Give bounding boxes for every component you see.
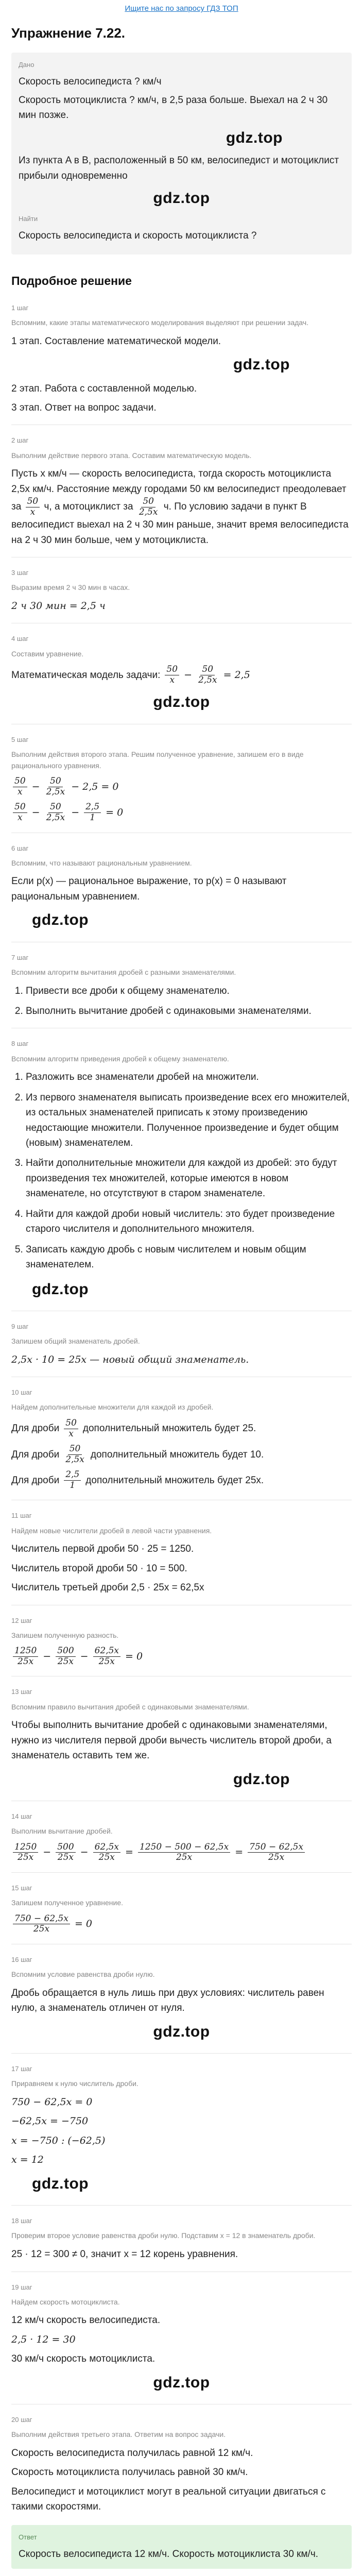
step-hint: Выполним действие первого этапа. Составим математическую модель. xyxy=(11,451,252,460)
watermark: gdz.top xyxy=(153,2374,210,2391)
step-label: 4 шаг xyxy=(11,635,29,643)
answer-chip: Ответ xyxy=(19,2533,37,2541)
step-2 xyxy=(11,435,352,557)
step-formula: x = 12 xyxy=(11,2154,44,2166)
list-item: 1. Разложить все знаменатели дробей на множители. xyxy=(26,1070,352,1084)
step-label: 8 шаг xyxy=(11,1040,29,1048)
equation: $\frac{1250}{25x}$ − $\frac{500}{25x}$ − $\frac{62,5x}{25x}$ = $\frac{1250 - 500 - 62,5x}{25x}$ = $\frac{750 - 62,5x}{25x}$ xyxy=(11,1842,352,1863)
divider xyxy=(11,2053,352,2054)
algorithm-list xyxy=(11,984,352,1019)
step-14 xyxy=(11,1811,352,1873)
divider xyxy=(11,1872,352,1873)
step-paragraph: Пусть x км/ч — скорость велосипедиста, тогда скорость мотоциклиста 2,5x км/ч. Расстояние между городами 50 км велосипедист преодолевает за $\frac{50}{x}$ ч, а мотоциклист за $\frac{50}{2,5x}$ ч. По условию задачи в пункт B велосипедист выехал на 2 ч 30 мин раньше, значит время велосипедиста на 2 ч 30 мин больше, чем у мотоциклиста. xyxy=(11,468,349,546)
step-label: 6 шаг xyxy=(11,844,29,852)
equation: $\frac{50}{x}$ − $\frac{50}{2,5x}$ − 2,5 = 0 xyxy=(11,776,352,797)
list-item: 2. Выполнить вычитание дробей с одинаковыми знаменателями. xyxy=(26,1004,352,1019)
watermark: gdz.top xyxy=(226,129,283,146)
step-paragraph: Чтобы выполнить вычитание дробей с одинаковыми знаменателями, нужно из числителя первой дроби вычесть числитель второй дроби, а знаменатель оставить тем же. xyxy=(11,1720,332,1761)
step-15 xyxy=(11,1883,352,1944)
watermark: gdz.top xyxy=(233,1770,290,1788)
multiplier-line: Для дроби $\frac{2,5}{1}$ дополнительный множитель будет 25x. xyxy=(11,1469,264,1490)
fraction: $\frac{500}{25x}$ xyxy=(56,1646,75,1667)
answer-card xyxy=(11,2525,352,2569)
fraction: $\frac{50}{x}$ xyxy=(64,1418,78,1439)
step-line: Скорость велосипедиста получилась равной 12 км/ч. xyxy=(11,2447,253,2459)
step-12 xyxy=(11,1616,352,1677)
step-paragraph: Если p(x) — рациональное выражение, то p(x) = 0 называют рациональным уравнением. xyxy=(11,876,287,902)
divider xyxy=(11,2205,352,2206)
fraction: $\frac{50}{x}$ xyxy=(26,497,40,517)
fraction: $\frac{62,5x}{25x}$ xyxy=(93,1842,120,1863)
step-label: 13 шаг xyxy=(11,1688,32,1696)
step-hint: Выполним вычитание дробей. xyxy=(11,1827,113,1836)
step-formula: 750 − 62,5x = 0 xyxy=(11,2096,93,2108)
search-promo-link[interactable]: Ищите нас по запросу ГДЗ ТОП xyxy=(125,4,238,13)
fraction: $\frac{50}{2,5x}$ xyxy=(46,776,65,797)
fraction: $\frac{1250}{25x}$ xyxy=(13,1646,38,1667)
algorithm-list xyxy=(11,1070,352,1272)
step-hint: Составим уравнение. xyxy=(11,649,84,658)
step-label: 14 шаг xyxy=(11,1812,32,1821)
step-3 xyxy=(11,568,352,623)
step-16 xyxy=(11,1955,352,2054)
step-label: 19 шаг xyxy=(11,2283,32,2291)
given-line-1: Скорость велосипедиста ? км/ч xyxy=(19,76,162,88)
fraction: $\frac{1250 - 500 - 62,5x}{25x}$ xyxy=(138,1842,230,1863)
list-item: 1. Привести все дроби к общему знаменателю. xyxy=(26,984,352,998)
fraction: $\frac{50}{x}$ xyxy=(13,776,27,797)
step-hint: Вспомним условие равенства дроби нулю. xyxy=(11,1970,155,1979)
step-line: Велосипедист и мотоциклист могут в реальной ситуации двигаться с такими скоростями. xyxy=(11,2486,326,2513)
fraction: $\frac{50}{2,5x}$ xyxy=(198,664,217,685)
watermark: gdz.top xyxy=(32,2175,89,2192)
step-6 xyxy=(11,843,352,942)
solution-heading: Подробное решение xyxy=(11,274,132,288)
step-hint: Найдем новые числители дробей в левой части уравнения. xyxy=(11,1526,212,1535)
step-hint: Запишем полученное уравнение. xyxy=(11,1899,124,1907)
watermark: gdz.top xyxy=(32,911,89,929)
exercise-title: Упражнение 7.22. xyxy=(11,25,126,41)
step-formula: 2,5 · 12 = 30 xyxy=(11,2333,76,2345)
watermark: gdz.top xyxy=(32,1280,89,1298)
step-9 xyxy=(11,1321,352,1377)
step-label: 17 шаг xyxy=(11,2065,32,2073)
equation: $\frac{750 - 62,5x}{25x}$ = 0 xyxy=(11,1914,352,1935)
fraction: $\frac{62,5x}{25x}$ xyxy=(93,1646,120,1667)
list-item: 2. Из первого знаменателя выписать произведение всех его множителей, из остальных знаменателей приписать к этому произведению недостающие множители. Полученное произведение и будет общим (новым) знаменателем. xyxy=(26,1090,352,1151)
fraction: $\frac{750 - 62,5x}{25x}$ xyxy=(248,1842,305,1863)
step-hint: Выразим время 2 ч 30 мин в часах. xyxy=(11,583,130,592)
step-1 xyxy=(11,303,352,426)
fraction: $\frac{50}{2,5x}$ xyxy=(46,802,65,823)
step-7 xyxy=(11,953,352,1029)
step-hint: Найдем дополнительные множители для каждой из дробей. xyxy=(11,1403,214,1412)
answer-text: Скорость велосипедиста 12 км/ч. Скорость мотоциклиста 30 км/ч. xyxy=(19,2548,319,2560)
step-formula: x = −750 : (−62,5) xyxy=(11,2134,106,2146)
multiplier-line: Для дроби $\frac{50}{x}$ дополнительный множитель будет 25. xyxy=(11,1418,256,1439)
step-17 xyxy=(11,2064,352,2206)
page-content xyxy=(0,23,363,2576)
step-line: 12 км/ч скорость велосипедиста. xyxy=(11,2315,161,2326)
fraction: $\frac{750 - 62,5x}{25x}$ xyxy=(13,1914,70,1935)
find-line: Скорость велосипедиста и скорость мотоциклиста ? xyxy=(19,230,257,241)
step-line: 30 км/ч скорость мотоциклиста. xyxy=(11,2353,155,2365)
step-hint: Запишем общий знаменатель дробей. xyxy=(11,1337,140,1346)
list-item: 5. Записать каждую дробь с новым числителем и новым общим знаменателем. xyxy=(26,1242,352,1273)
step-label: 2 шаг xyxy=(11,436,29,445)
step-hint: Запишем полученную разность. xyxy=(11,1631,119,1639)
step-hint: Приравняем к нулю числитель дроби. xyxy=(11,2079,139,2088)
step-hint: Вспомним алгоритм вычитания дробей с разными знаменателями. xyxy=(11,968,236,976)
fraction: $\frac{2,5}{1}$ xyxy=(84,802,101,823)
given-line-3: Из пункта A в B, расположенный в 50 км, велосипедист и мотоциклист прибыли одновременно xyxy=(19,155,339,181)
watermark: gdz.top xyxy=(153,693,210,711)
step-hint: Выполним действия третьего этапа. Ответим на вопрос задачи. xyxy=(11,2430,226,2439)
step-line: Числитель второй дроби 50 · 10 = 500. xyxy=(11,1563,187,1574)
fraction: $\frac{50}{2,5x}$ xyxy=(139,496,158,517)
watermark: gdz.top xyxy=(153,190,210,207)
step-hint: Выполним действия второго этапа. Решим полученное уравнение, запишем его в виде рационального уравнения. xyxy=(11,750,304,770)
step-line: Числитель третьей дроби 2,5 · 25x = 62,5x xyxy=(11,1582,204,1594)
step-label: 5 шаг xyxy=(11,735,29,743)
fraction: $\frac{50}{x}$ xyxy=(13,802,27,823)
equation: $\frac{1250}{25x}$ − $\frac{500}{25x}$ − $\frac{62,5x}{25x}$ = 0 xyxy=(11,1646,352,1667)
fraction: $\frac{2,5}{1}$ xyxy=(64,1470,81,1490)
find-chip: Найти xyxy=(19,214,38,223)
step-hint: Вспомним, какие этапы математического моделирования выделяют при решении задач. xyxy=(11,318,309,327)
step-label: 11 шаг xyxy=(11,1512,32,1520)
given-chip: Дано xyxy=(19,61,34,69)
step-hint: Найдем скорость мотоциклиста. xyxy=(11,2297,120,2306)
step-paragraph: Дробь обращается в нуль лишь при двух условиях: числитель равен нулю, а знаменатель отличен от нуля. xyxy=(11,1987,324,2014)
step-11 xyxy=(11,1511,352,1605)
step-label: 7 шаг xyxy=(11,953,29,961)
list-item: 3. Найти дополнительные множители для каждой из дробей: это будут произведения тех множителей, которые имеются в новом знаменателе, но отсутствуют в старом знаменателе. xyxy=(26,1156,352,1201)
given-line-2: Скорость мотоциклиста ? км/ч, в 2,5 раза больше. Выехал на 2 ч 30 мин позже. xyxy=(19,94,328,121)
step-hint: Проверим второе условие равенства дроби нулю. Подставим x = 12 в знаменатель дроби. xyxy=(11,2231,316,2240)
fraction: $\frac{50}{x}$ xyxy=(165,665,179,685)
step-line: 2 этап. Работа с составленной моделью. xyxy=(11,383,197,394)
step-line: 1 этап. Составление математической модели. xyxy=(11,335,221,347)
step-label: 20 шаг xyxy=(11,2416,32,2424)
fraction: $\frac{50}{2,5x}$ xyxy=(65,1444,84,1465)
step-hint: Вспомним алгоритм приведения дробей к общему знаменателю. xyxy=(11,1054,229,1063)
step-8 xyxy=(11,1039,352,1311)
step-20 xyxy=(11,2415,352,2515)
fraction: $\frac{500}{25x}$ xyxy=(56,1842,75,1863)
step-formula: −62,5x = −750 xyxy=(11,2115,89,2127)
step-label: 3 шаг xyxy=(11,569,29,577)
step-10 xyxy=(11,1387,352,1500)
step-label: 15 шаг xyxy=(11,1884,32,1892)
step-label: 12 шаг xyxy=(11,1616,32,1624)
task-card xyxy=(11,53,352,255)
multiplier-line: Для дроби $\frac{50}{2,5x}$ дополнительный множитель будет 10. xyxy=(11,1444,264,1465)
top-banner xyxy=(0,0,363,18)
step-19 xyxy=(11,2282,352,2405)
watermark: gdz.top xyxy=(233,356,290,374)
equation: Математическая модель задачи: $\frac{50}{x}$ − $\frac{50}{2,5x}$ = 2,5 xyxy=(11,664,250,685)
step-13 xyxy=(11,1687,352,1801)
step-4 xyxy=(11,634,352,724)
list-item: 4. Найти для каждой дроби новый числитель: это будет произведение старого числителя и дополнительного множителя. xyxy=(26,1207,352,1237)
step-label: 10 шаг xyxy=(11,1388,32,1397)
step-line: 3 этап. Ответ на вопрос задачи. xyxy=(11,402,157,414)
step-18 xyxy=(11,2216,352,2272)
step-label: 9 шаг xyxy=(11,1323,29,1331)
step-formula: 2,5x · 10 = 25x — новый общий знаменатель. xyxy=(11,1353,249,1365)
step-formula: 2 ч 30 мин = 2,5 ч xyxy=(11,600,106,612)
step-label: 16 шаг xyxy=(11,1955,32,1963)
step-label: 1 шаг xyxy=(11,303,29,312)
step-5 xyxy=(11,735,352,833)
step-hint: Вспомним правило вычитания дробей с одинаковыми знаменателями. xyxy=(11,1702,249,1711)
watermark: gdz.top xyxy=(153,2023,210,2040)
step-label: 18 шаг xyxy=(11,2217,32,2225)
step-line: 25 · 12 = 300 ≠ 0, значит x = 12 корень уравнения. xyxy=(11,2249,238,2260)
equation: $\frac{50}{x}$ − $\frac{50}{2,5x}$ − $\frac{2,5}{1}$ = 0 xyxy=(11,802,352,823)
fraction: $\frac{1250}{25x}$ xyxy=(13,1842,38,1863)
step-line: Скорость мотоциклиста получилась равной 30 км/ч. xyxy=(11,2467,248,2478)
step-line: Числитель первой дроби 50 · 25 = 1250. xyxy=(11,1544,194,1555)
step-hint: Вспомним, что называют рациональным уравнением. xyxy=(11,858,192,867)
